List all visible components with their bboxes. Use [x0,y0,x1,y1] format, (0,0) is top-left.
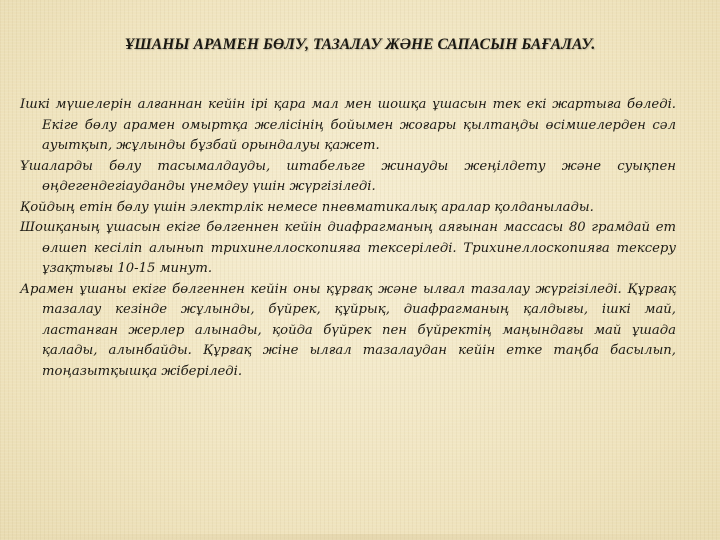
decorative-footer [0,534,720,540]
paragraph-saws: Қойдың етін бөлу үшін электрлік немесе пневматикалық аралар қолданылады. [20,199,594,215]
body-text [20,95,676,382]
paragraph-splitting: Ішкі мүшелерін алғаннан кейін ірі қара мал мен шошқа ұшасын тек екі жартыға бөледі. Екіге бөлу арамен омыртқа желісінің бойымен жоғары қылтаңды өсімшелерден сәл ауытқып, жұлынды бұзбай орындалуы қажет. [20,97,676,153]
paragraph-purpose: Ұшаларды бөлу тасымалдауды, штабельге жинауды жеңілдету және суықпен өңдегендегіауданды үнемдеу үшін жүргізіледі. [20,158,676,194]
paragraph-trichinelloscopy: Шошқаның ұшасын екіге бөлгеннен кейін диафрагманың аяғынан массасы 80 грамдай ет өлшеп кесіліп алынып трихинеллоскопияға тексеріледі. Трихинеллоскопияға тексеру ұзақтығы 10-15 минут. [20,220,676,276]
slide-title: ҰШАНЫ АРАМЕН БӨЛУ, ТАЗАЛАУ ЖӘНЕ САПАСЫН БАҒАЛАУ. [124,36,596,53]
paragraph-cleaning: Арамен ұшаны екіге бөлгеннен кейін оны құрғақ және ылғал тазалау жүргізіледі. Құрғақ тазалау кезінде жұлынды, бүйрек, құйрық, диафрагманың қалдығы, ішкі май, ластанған жерлер алынады, қойда бүйрек пен бүйректің маңындағы май ұшада қалады, алынбайды. Құрғақ жіне ылғал тазалаудан кейін етке таңба басылып, тоңазытқышқа жіберіледі. [20,281,676,379]
